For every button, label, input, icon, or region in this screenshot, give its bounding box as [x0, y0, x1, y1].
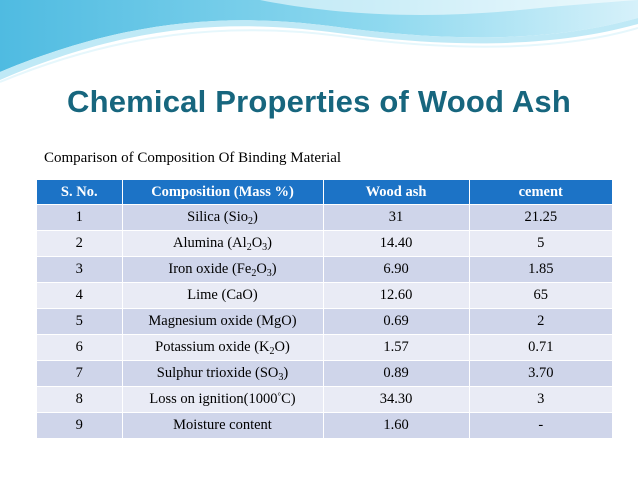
cell-sno: 5 [37, 309, 122, 335]
header-wood-ash: Wood ash [323, 180, 469, 205]
cell-composition [122, 309, 323, 335]
cell-wood-ash: 0.89 [323, 361, 469, 387]
composition-text: O [251, 235, 263, 251]
cell-cement: 0.71 [469, 335, 612, 361]
table-header-row [37, 180, 612, 205]
formula-subscript: 3 [262, 242, 268, 253]
composition-text: Alumina (Al [172, 235, 247, 251]
cell-sno: 2 [37, 231, 122, 257]
header-cement: cement [469, 180, 612, 205]
cell-wood-ash: 1.57 [323, 335, 469, 361]
composition-text: Potassium oxide (K [155, 339, 270, 355]
composition-text: Silica (Sio [187, 209, 248, 225]
cell-wood-ash: 0.69 [323, 309, 469, 335]
composition-text: ) [271, 261, 277, 277]
cell-sno: 7 [37, 361, 122, 387]
composition-text: Iron oxide (Fe [168, 261, 252, 277]
formula-subscript: 3 [278, 372, 284, 383]
cell-composition [122, 387, 323, 413]
cell-cement: 1.85 [469, 257, 612, 283]
cell-composition [122, 231, 323, 257]
composition-text: C) [281, 391, 296, 407]
cell-sno: 9 [37, 413, 122, 439]
table-row [37, 205, 612, 231]
composition-text: Moisture content [173, 417, 272, 433]
composition-text: Lime (CaO) [187, 287, 258, 303]
table-caption: Comparison of Composition Of Binding Material [44, 150, 342, 166]
composition-table [37, 180, 612, 439]
cell-composition [122, 257, 323, 283]
cell-composition [122, 413, 323, 439]
table-row [37, 283, 612, 309]
composition-text: ) [283, 365, 289, 381]
cell-wood-ash: 12.60 [323, 283, 469, 309]
table-row [37, 335, 612, 361]
cell-cement: - [469, 413, 612, 439]
table-row [37, 361, 612, 387]
degree-superscript: ° [277, 391, 282, 401]
composition-text: Sulphur trioxide (SO [156, 365, 279, 381]
table-row [37, 309, 612, 335]
cell-sno: 1 [37, 205, 122, 231]
composition-text: O [256, 261, 267, 277]
table-row [37, 231, 612, 257]
cell-composition [122, 283, 323, 309]
formula-subscript: 3 [266, 268, 272, 279]
cell-composition [122, 205, 323, 231]
header-composition: Composition (Mass %) [122, 180, 323, 205]
cell-composition [122, 361, 323, 387]
cell-wood-ash: 14.40 [323, 231, 469, 257]
cell-cement: 5 [469, 231, 612, 257]
composition-text: Loss on ignition(1000 [149, 391, 278, 407]
cell-sno: 8 [37, 387, 122, 413]
cell-wood-ash: 1.60 [323, 413, 469, 439]
cell-wood-ash: 34.30 [323, 387, 469, 413]
cell-cement: 3.70 [469, 361, 612, 387]
composition-text: Magnesium oxide (MgO) [148, 313, 297, 329]
composition-text: ) [252, 209, 258, 225]
table-row [37, 413, 612, 439]
header-sno: S. No. [37, 180, 122, 205]
formula-subscript: 2 [269, 346, 275, 357]
composition-text: ) [267, 235, 273, 251]
cell-wood-ash: 31 [323, 205, 469, 231]
slide-title: Chemical Properties of Wood Ash [66, 84, 571, 119]
cell-sno: 6 [37, 335, 122, 361]
formula-subscript: 2 [251, 268, 257, 279]
formula-subscript: 2 [246, 242, 252, 253]
table-row [37, 257, 612, 283]
cell-sno: 3 [37, 257, 122, 283]
cell-sno: 4 [37, 283, 122, 309]
cell-cement: 3 [469, 387, 612, 413]
cell-cement: 21.25 [469, 205, 612, 231]
cell-composition [122, 335, 323, 361]
composition-text: O) [274, 339, 290, 355]
cell-cement: 2 [469, 309, 612, 335]
cell-cement: 65 [469, 283, 612, 309]
cell-wood-ash: 6.90 [323, 257, 469, 283]
table-row [37, 387, 612, 413]
formula-subscript: 2 [247, 216, 253, 227]
